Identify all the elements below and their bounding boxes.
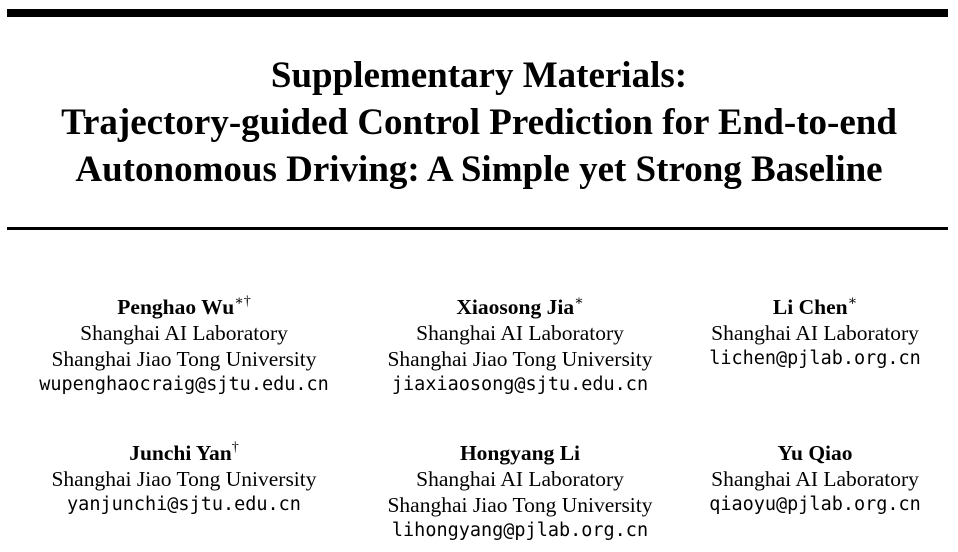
top-rule <box>7 9 948 17</box>
author-marks: ∗ <box>574 293 584 309</box>
author-block <box>350 294 690 398</box>
author-affiliation: Shanghai AI Laboratory <box>80 321 288 345</box>
author-affiliation: Shanghai Jiao Tong University <box>387 493 653 517</box>
title-line: Autonomous Driving: A Simple yet Strong Baseline <box>75 149 883 190</box>
author-marks: † <box>231 439 239 455</box>
author-block <box>15 294 353 398</box>
author-email: yanjunchi@sjtu.edu.cn <box>67 494 301 515</box>
paper-title <box>0 52 958 193</box>
author-affiliation: Shanghai Jiao Tong University <box>51 347 317 371</box>
author-marks: ∗ <box>847 293 858 309</box>
author-block <box>350 440 690 544</box>
author-name: Penghao Wu∗† <box>117 293 251 319</box>
author-block <box>680 294 950 372</box>
author-name: Li Chen∗ <box>772 293 858 319</box>
author-block <box>680 440 950 518</box>
author-name: Yu Qiao <box>777 441 853 465</box>
bottom-rule <box>7 227 948 230</box>
author-name: Junchi Yan† <box>129 439 239 465</box>
author-email: qiaoyu@pjlab.org.cn <box>709 494 921 515</box>
title-line: Trajectory-guided Control Prediction for End-to-end <box>61 102 897 143</box>
author-affiliation: Shanghai AI Laboratory <box>711 467 919 491</box>
author-block <box>15 440 353 518</box>
title-line: Supplementary Materials: <box>270 55 688 96</box>
author-affiliation: Shanghai AI Laboratory <box>416 321 624 345</box>
author-marks: ∗† <box>234 293 251 309</box>
author-email: wupenghaocraig@sjtu.edu.cn <box>39 374 329 395</box>
author-name: Hongyang Li <box>459 441 581 465</box>
author-email: lichen@pjlab.org.cn <box>709 348 921 369</box>
author-email: lihongyang@pjlab.org.cn <box>391 520 649 541</box>
author-affiliation: Shanghai AI Laboratory <box>416 467 624 491</box>
author-name: Xiaosong Jia∗ <box>456 293 584 319</box>
author-affiliation: Shanghai AI Laboratory <box>711 321 919 345</box>
author-affiliation: Shanghai Jiao Tong University <box>387 347 653 371</box>
author-affiliation: Shanghai Jiao Tong University <box>51 467 317 491</box>
author-email: jiaxiaosong@sjtu.edu.cn <box>391 374 649 395</box>
